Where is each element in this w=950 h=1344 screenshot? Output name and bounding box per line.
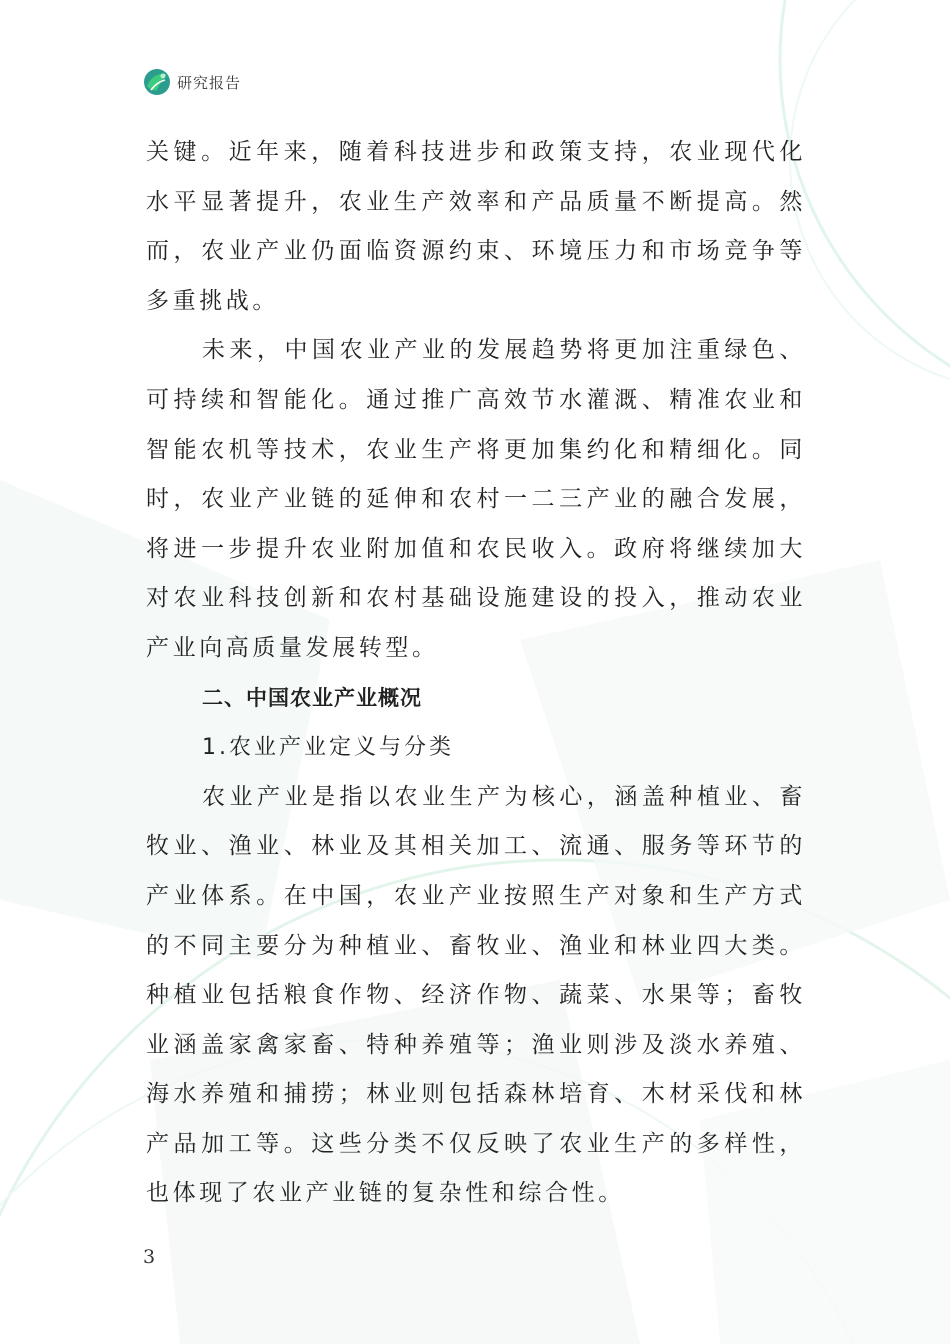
page-header bbox=[143, 67, 241, 97]
header-title: 研究报告 bbox=[177, 73, 242, 92]
paragraph-continued: 关键。近年来，随着科技进步和政策支持，农业现代化水平显著提升，农业生产效率和产品质量不断提高。然而，农业产业仍面临资源约束、环境压力和市场竞争等多重挑战。 bbox=[146, 139, 806, 314]
section-heading: 二、中国农业产业概况 bbox=[202, 685, 422, 710]
subsection-heading: 1.农业产业定义与分类 bbox=[202, 735, 454, 761]
leaf-globe-logo-icon bbox=[143, 68, 171, 96]
page-number: 3 bbox=[143, 1246, 156, 1268]
document-body bbox=[146, 128, 806, 1219]
paragraph-future-trends: 未来，中国农业产业的发展趋势将更加注重绿色、可持续和智能化。通过推广高效节水灌溉、精准农业和智能农机等技术，农业生产将更加集约化和精细化。同时，农业产业链的延伸和农村一二三产业的融合发展，将进一步提升农业附加值和农民收入。政府将继续加大对农业科技创新和农村基础设施建设的投入，推动农业产业向高质量发展转型。 bbox=[146, 337, 806, 661]
paragraph-definition: 农业产业是指以农业生产为核心，涵盖种植业、畜牧业、渔业、林业及其相关加工、流通、服务等环节的产业体系。在中国，农业产业按照生产对象和生产方式的不同主要分为种植业、畜牧业、渔业和林业四大类。种植业包括粮食作物、经济作物、蔬菜、水果等；畜牧业涵盖家禽家畜、特种养殖等；渔业则涉及淡水养殖、海水养殖和捕捞；林业则包括森林培育、木材采伐和林产品加工等。这些分类不仅反映了农业生产的多样性，也体现了农业产业链的复杂性和综合性。 bbox=[146, 783, 806, 1207]
